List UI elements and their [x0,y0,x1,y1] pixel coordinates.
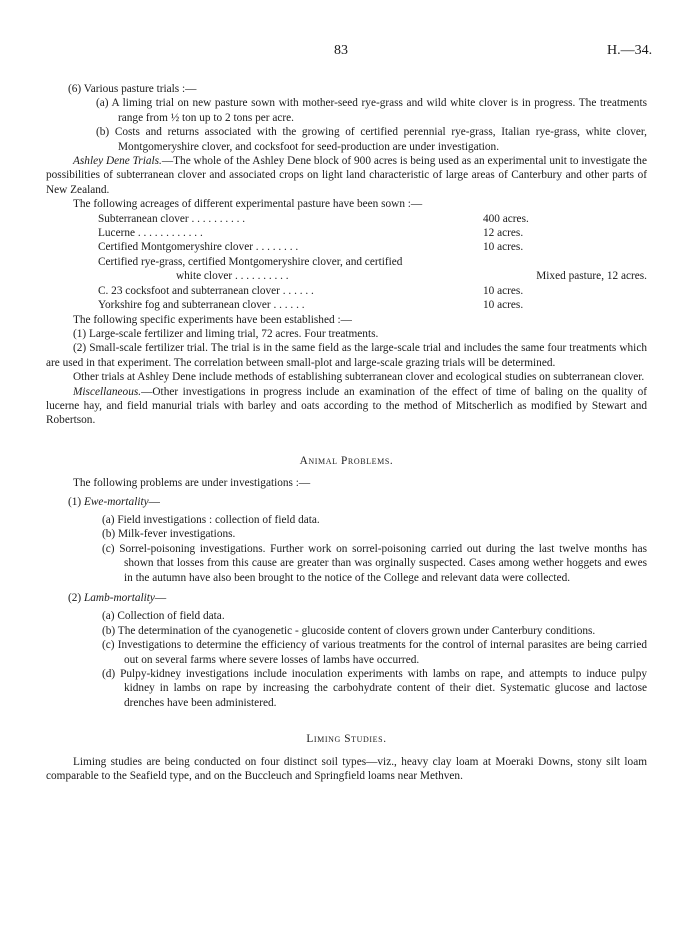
lamb-number: (2) [68,592,84,604]
acreage-label: white clover . . . . . . . . . . [176,270,289,283]
lamb-item-c: (c) Investigations to determine the efficiency of various treatments for the control of internal parasites are being carried out on several farms where severe losses of lambs have occurred. [102,639,647,666]
miscellaneous-paragraph [46,385,647,428]
page-number: 83 [334,43,348,58]
experiment-1: (1) Large-scale fertilizer and liming trial, 72 acres. Four treatments. [73,327,379,340]
experiment-2: (2) Small-scale fertilizer trial. The trial is in the same field as the large-scale trial and includes the same four treatments which are used in that experiment. The correlation between small-plot and large-scale grazing trials will be determined. [46,342,647,369]
acreage-value: Mixed pasture, 12 acres. [536,270,647,283]
lamb-item-d: (d) Pulpy-kidney investigations include inoculation experiments with lambs on rape, and attempts to induce pulpy kidney in lambs on rape by increasing the carbohydrate content of their diet. Systematic glucose and lactose drenches have been administered. [102,668,647,709]
acreage-value: 10 acres. [483,284,524,297]
acreage-row [46,298,647,312]
acreage-row [46,226,647,240]
acreage-label: Certified rye-grass, certified Montgomeryshire clover, and certified [98,255,403,268]
ewe-item-a: (a) Field investigations : collection of field data. [102,513,320,526]
other-trials: Other trials at Ashley Dene include methods of establishing subterranean clover and ecological studies on subterranean clover. [73,371,645,384]
lamb-mortality-title [46,591,647,605]
ewe-item-c: (c) Sorrel-poisoning investigations. Further work on sorrel-poisoning carried out during the last twelve months has shown that losses from this cause are greater than was orginally suspected. Cases among wether hoggets and ewes in the autumn have also been brought to the notice of the College and relevant data were collected. [102,542,647,584]
pasture-item-6: (6) Various pasture trials :— [68,83,197,95]
acreage-label: Lucerne . . . . . . . . . . . . [98,227,203,240]
ashley-dene-text: —The whole of the Ashley Dene block of 900 acres is being used as an experimental unit to investigate the possibilities of subterranean clover and associated crops on light land characteristic of large areas of Canterbury and other parts of New Zealand. [46,155,647,196]
acreage-value: 400 acres. [483,212,529,225]
animal-intro: The following problems are under investigations :— [73,477,311,490]
acreage-label: Certified Montgomeryshire clover . . . . . . . . [98,241,299,254]
lamb-item-b: (b) The determination of the cyanogenetic - glucoside content of clovers grown under Canterbury conditions. [102,624,596,637]
animal-problems-heading: Animal Problems. [299,454,394,467]
acreage-intro: The following acreages of different experimental pasture have been sown :— [73,198,423,211]
liming-studies-heading: Liming Studies. [306,733,387,746]
acreage-value: 10 acres. [483,299,524,312]
acreage-label: Yorkshire fog and subterranean clover . . . . . . [98,299,305,312]
pasture-item-6a: (a) A liming trial on new pasture sown with mother-seed rye-grass and wild white clover is in progress. The treatments range from ½ ton up to 2 tons per acre. [96,97,647,124]
acreage-row [46,240,647,254]
page-body [46,82,647,783]
ewe-title: Ewe-mortality [84,495,149,508]
acreage-row-mixed-line2 [46,269,647,283]
acreage-row [46,212,647,226]
lamb-item-a: (a) Collection of field data. [102,610,225,623]
acreage-row [46,284,647,298]
ewe-item-b: (b) Milk-fever investigations. [102,528,236,541]
acreage-label: C. 23 cocksfoot and subterranean clover . . . . . . [98,284,314,297]
acreage-value: 12 acres. [483,227,524,240]
ewe-dash: — [148,495,160,508]
liming-paragraph: Liming studies are being conducted on four distinct soil types—viz., heavy clay loam at Moeraki Downs, stony silt loam comparable to the Seafield type, and on the Buccleuch and Springfield loams near Methven. [46,755,647,783]
miscellaneous-title: Miscellaneous. [73,385,142,398]
document-reference: H.—34. [607,43,653,58]
experiments-intro: The following specific experiments have been established :— [73,313,352,326]
ewe-number: (1) [68,495,84,508]
ewe-mortality-title [46,495,647,509]
miscellaneous-text: —Other investigations in progress include an examination of the effect of time of baling on the quality of lucerne hay, and field manurial trials with barley and oats according to the method of Mitscherlich as modified by Stewart and Robertson. [46,385,647,427]
acreage-row-mixed-line1 [46,255,647,269]
ashley-dene-title: Ashley Dene Trials. [73,155,162,168]
lamb-dash: — [154,592,167,604]
pasture-item-6b: (b) Costs and returns associated with the growing of certified perennial rye-grass, Italian rye-grass, white clover, Montgomeryshire clover, and cocksfoot for seed-production are under investigation. [96,126,647,153]
ashley-dene-paragraph [46,154,647,197]
lamb-title: Lamb-mortality [84,592,155,604]
acreage-value: 10 acres. [483,241,524,254]
acreage-label: Subterranean clover . . . . . . . . . . [98,212,246,225]
